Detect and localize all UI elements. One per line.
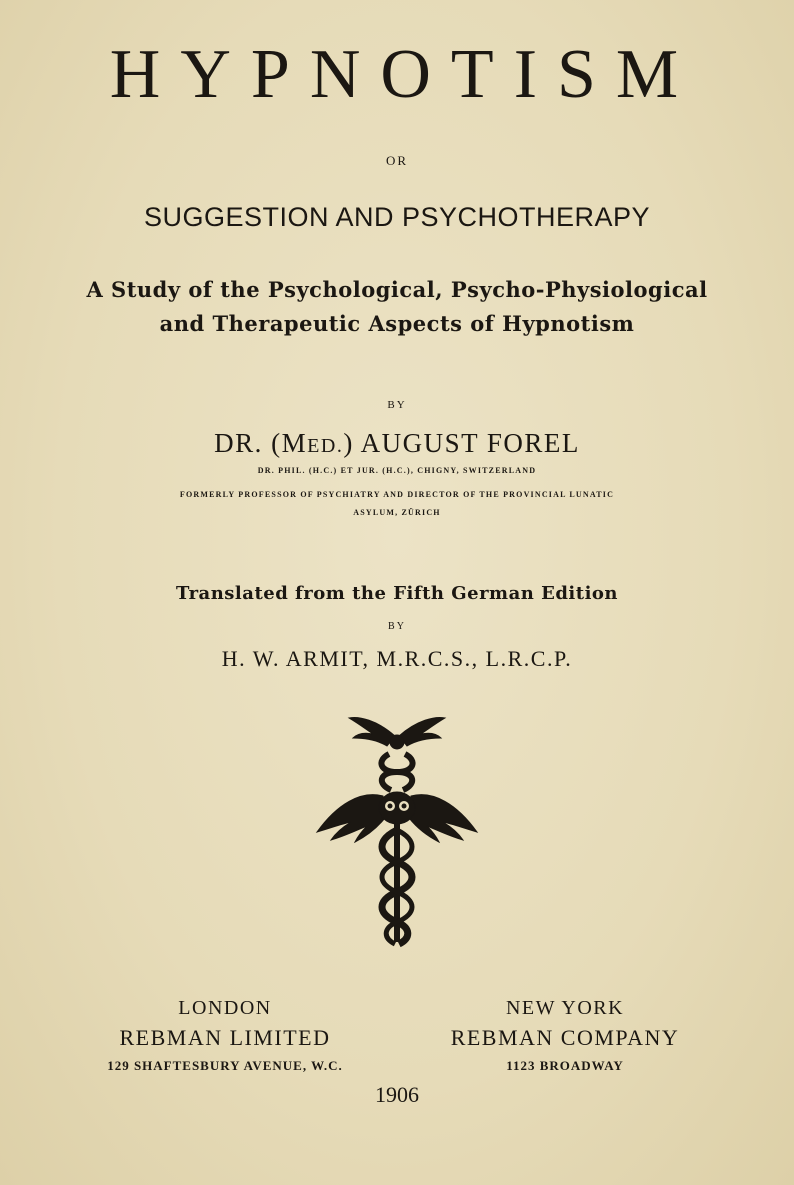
publisher-name-new-york: REBMAN COMPANY — [450, 1025, 680, 1050]
author-credential: ASYLUM, ZÜRICH — [353, 508, 441, 517]
title-conjunction: OR — [385, 153, 409, 168]
author-suffix: ) AUGUST FOREL — [343, 428, 580, 458]
study-description-line-2: and Therapeutic Aspects of Hypnotism — [159, 311, 635, 336]
author-credential: DR. PHIL. (H.C.) ET JUR. (H.C.), CHIGNY, SWITZERLAND — [257, 466, 537, 475]
translation-note: Translated from the Fifth German Edition — [175, 583, 619, 604]
translator-by-label: BY — [388, 621, 406, 632]
study-description-line-1: A Study of the Psychological, Psycho-Physiological — [86, 277, 708, 302]
author-credential: FORMERLY PROFESSOR OF PSYCHIATRY AND DIRECTOR OF THE PROVINCIAL LUNATIC — [179, 490, 615, 499]
author-prefix: DR. (M — [214, 428, 308, 458]
winged-caduceus-icon — [307, 712, 487, 952]
author-med: ED. — [307, 435, 344, 457]
book-subtitle: SUGGESTION AND PSYCHOTHERAPY — [143, 202, 651, 232]
author-name — [0, 428, 794, 459]
book-title: HYPNOTISM — [109, 36, 699, 113]
by-label: BY — [387, 399, 407, 411]
publisher-city-london: LONDON — [178, 997, 272, 1019]
publisher-address-new-york: 1123 BROADWAY — [506, 1058, 624, 1073]
publication-year: 1906 — [375, 1082, 419, 1107]
publisher-name-london: REBMAN LIMITED — [119, 1025, 331, 1050]
translator-name: H. W. ARMIT, M.R.C.S., L.R.C.P. — [221, 646, 573, 671]
publisher-city-new-york: NEW YORK — [505, 997, 625, 1019]
publisher-address-london: 129 SHAFTESBURY AVENUE, W.C. — [107, 1058, 343, 1073]
